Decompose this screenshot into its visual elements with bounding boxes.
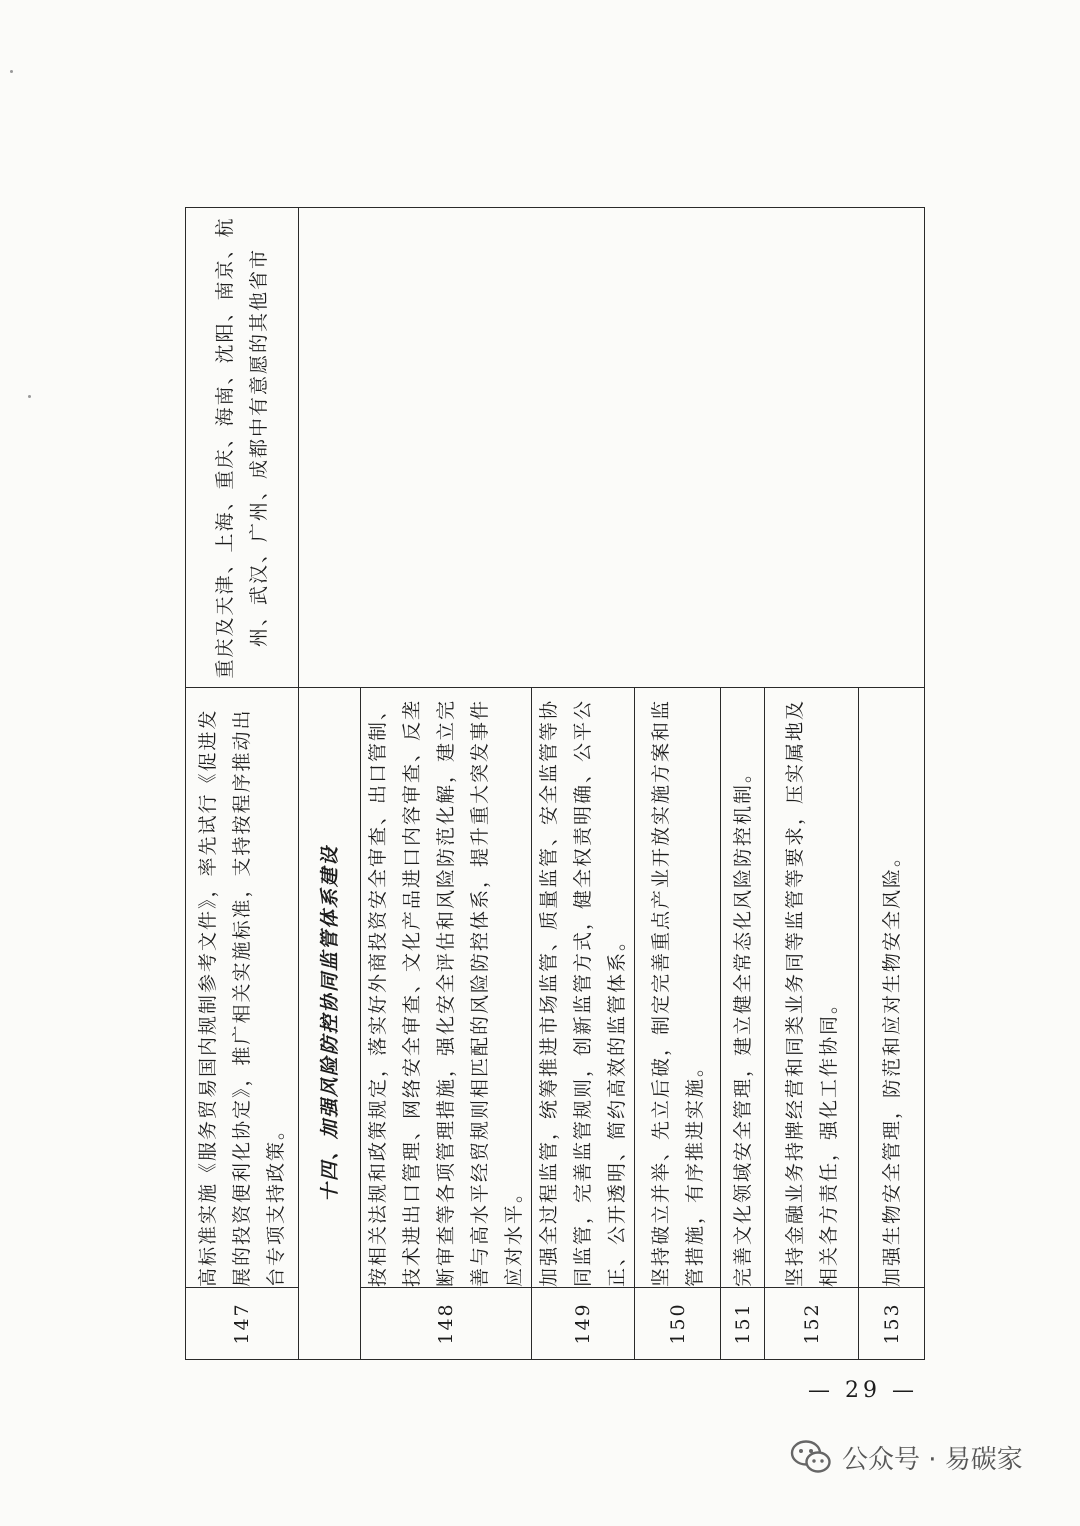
row-content: 高标准实施《服务贸易国内规制参考文件》，率先试行《促进发展的投资便利化协定》，推广相关实施标准，支持按程序推动出台专项支持政策。	[186, 688, 299, 1288]
row-number: 153	[859, 1288, 925, 1360]
row-content: 完善文化领域安全管理，建立健全常态化风险防控机制。	[721, 688, 765, 1288]
row-content: 加强全过程监管，统筹推进市场监管、质量监管、安全监管等协同监管，完善监管规则，创新监管方式，健全权责明确、公平公正、公开透明、简约高效的监管体系。	[532, 688, 635, 1288]
watermark-text: 公众号 · 易碳家	[842, 1444, 1023, 1475]
section-heading: 十四、加强风险防控协同监管体系建设	[299, 688, 361, 1360]
row-content: 按相关法规和政策规定，落实好外商投资安全审查、出口管制、技术进出口管理、网络安全审查、文化产品进口内容审查、反垄断审查等各项管理措施，强化安全评估和风险防范化解，建立完善与高水平经贸规则相匹配的风险防控体系，提升重大突发事件应对水平。	[361, 688, 532, 1288]
row-content: 坚持金融业务持牌经营和同类业务同等监管等要求，压实属地及相关各方责任，强化工作协同。	[765, 688, 859, 1288]
scan-speck	[28, 395, 31, 398]
row-number: 152	[765, 1288, 859, 1360]
rotated-table-wrapper	[185, 208, 903, 1360]
table-row-147	[186, 208, 299, 1360]
row-number: 149	[532, 1288, 635, 1360]
section-header-row	[299, 208, 361, 1360]
row-content: 坚持破立并举、先立后破，制定完善重点产业开放实施方案和监管措施，有序推进实施。	[635, 688, 721, 1288]
watermark	[790, 1438, 1023, 1476]
policy-table	[185, 207, 925, 1360]
wechat-icon	[790, 1438, 832, 1476]
applicable-cities: 重庆及天津、上海、重庆、海南、沈阳、南京、杭州、武汉、广州、成都中有意愿的其他省市	[186, 208, 299, 688]
cities-span-cell	[299, 208, 925, 688]
row-number: 148	[361, 1288, 532, 1360]
page-number: — 29 —	[808, 1378, 918, 1403]
row-number: 150	[635, 1288, 721, 1360]
row-content: 加强生物安全管理，防范和应对生物安全风险。	[859, 688, 925, 1288]
row-number: 151	[721, 1288, 765, 1360]
row-number: 147	[186, 1288, 299, 1360]
scan-speck	[10, 70, 13, 73]
